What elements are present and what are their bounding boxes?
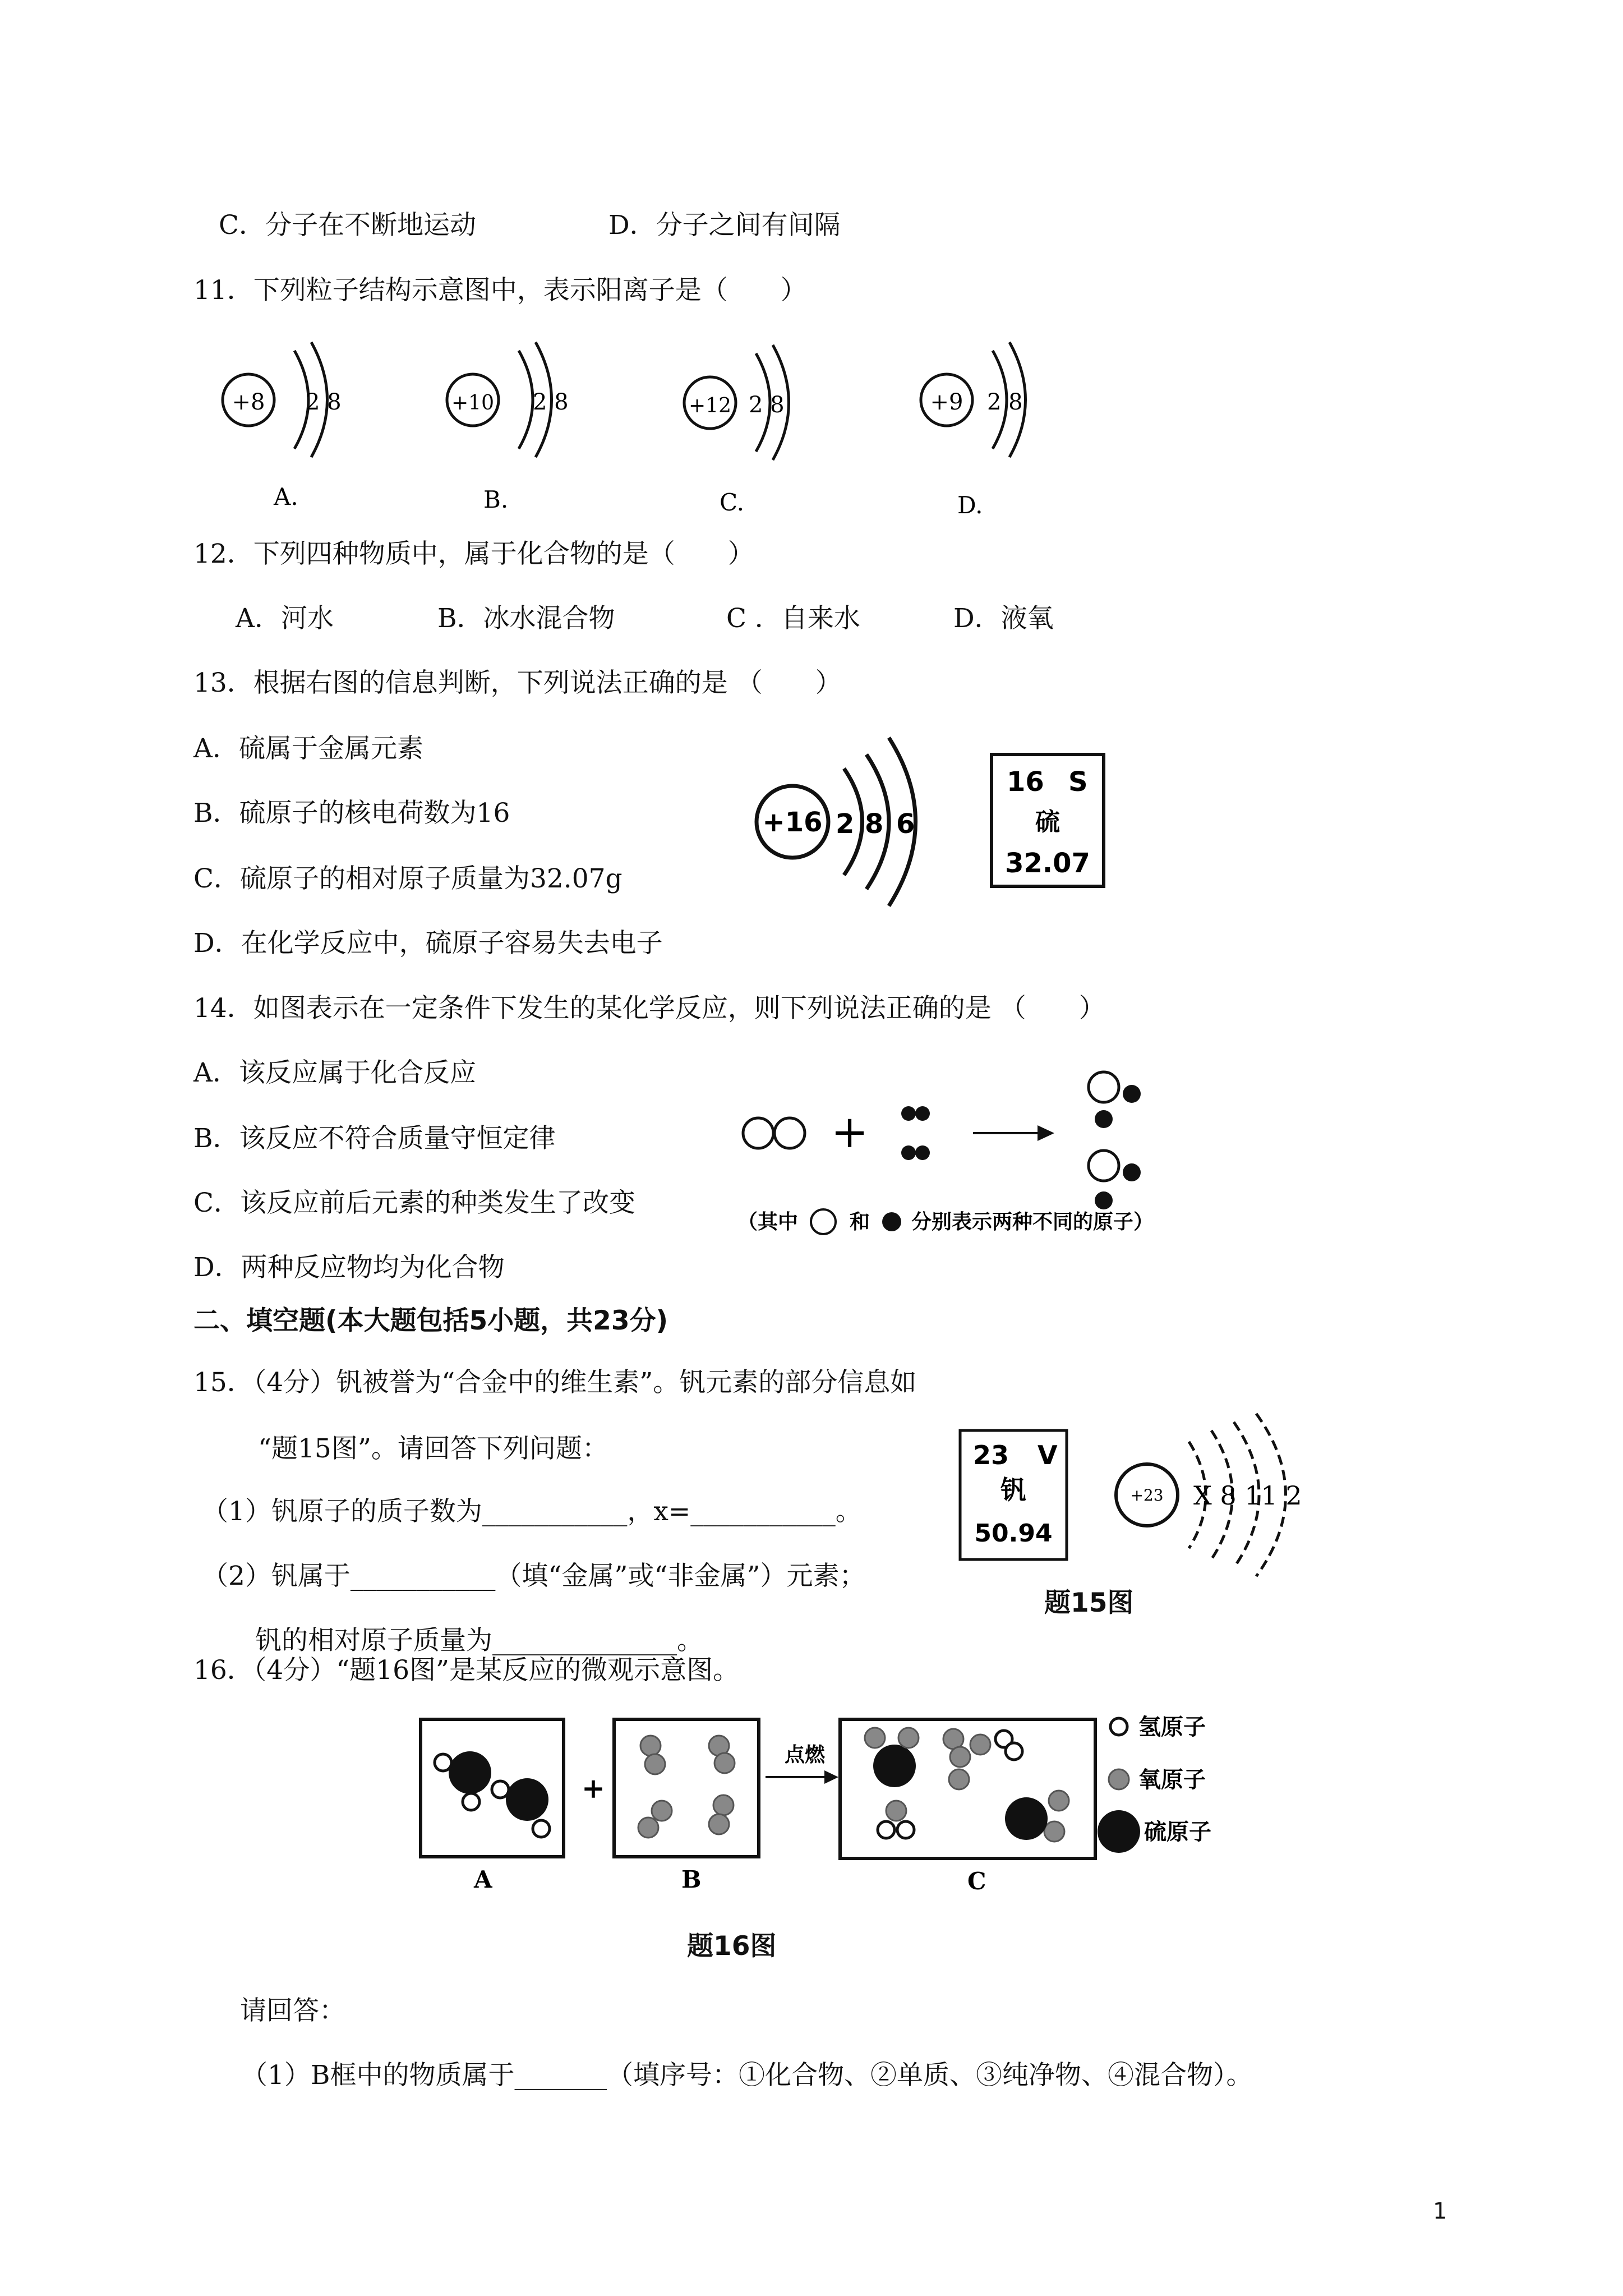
- q12-option-d: D．液氧: [953, 603, 1054, 634]
- page-number: 1: [1433, 2198, 1447, 2224]
- box-b-label: B: [681, 1866, 702, 1893]
- q15-line5: 钒的相对原子质量为______________。: [255, 1625, 703, 1656]
- q12-option-c: C ．自来水: [726, 603, 860, 634]
- svg-text:+8: +8: [232, 389, 265, 415]
- plus-sign: +: [831, 1106, 869, 1158]
- ignite-label: 点燃: [784, 1743, 826, 1766]
- q15-line1: 15．（4分）钒被誉为“合金中的维生素”。钒元素的部分信息如: [193, 1367, 917, 1398]
- q12-stem: 12．下列四种物质中，属于化合物的是（ ）: [193, 539, 754, 569]
- svg-text:+10: +10: [451, 392, 494, 415]
- svg-text:2 8: 2 8: [533, 389, 569, 415]
- box-c-label: C: [967, 1867, 986, 1895]
- svg-text:（其中: （其中: [737, 1211, 799, 1234]
- svg-text:+23: +23: [1130, 1486, 1164, 1504]
- option-label-c: C.: [720, 489, 744, 516]
- q15-line3: （1）钒原子的质子数为___________，x=___________。: [202, 1496, 862, 1527]
- q15-line4: （2）钒属于___________（填“金属”或“非金属”）元素；: [202, 1561, 866, 1591]
- box-a-label: A: [474, 1866, 492, 1893]
- svg-text:硫: 硫: [1035, 808, 1060, 836]
- q12-option-a: A．河水: [236, 603, 334, 634]
- legend-sulfur: 硫原子: [1144, 1819, 1211, 1845]
- q12-option-b: B．冰水混合物: [437, 603, 615, 634]
- svg-text:32.07: 32.07: [1005, 848, 1090, 879]
- q16-stem: 16．（4分）“题16图”是某反应的微观示意图。: [193, 1655, 740, 1686]
- svg-text:和: 和: [850, 1211, 870, 1234]
- q14-option-b: B．该反应不符合质量守恒定律: [193, 1123, 556, 1154]
- q14-option-c: C．该反应前后元素的种类发生了改变: [193, 1188, 635, 1218]
- fig16-caption: 题16图: [687, 1931, 777, 1962]
- q13-option-a: A．硫属于金属元素: [193, 733, 423, 764]
- legend-oxygen: 氧原子: [1138, 1766, 1206, 1793]
- section-heading: 二、填空题(本大题包括5小题，共23分): [193, 1305, 668, 1336]
- option-label-a: A.: [274, 483, 298, 510]
- q14-option-a: A．该反应属于化合反应: [193, 1057, 476, 1088]
- q16-answer-intro: 请回答：: [240, 1995, 345, 2026]
- legend-hydrogen: 氢原子: [1138, 1714, 1206, 1740]
- q10-option-c: C．分子在不断地运动: [219, 210, 476, 241]
- svg-text:6: 6: [896, 808, 915, 840]
- option-label-d: D.: [957, 491, 983, 519]
- svg-text:50.94: 50.94: [974, 1519, 1053, 1548]
- q13-stem: 13．根据右图的信息判断，下列说法正确的是 （ ）: [193, 668, 842, 698]
- q14-option-d: D．两种反应物均为化合物: [193, 1252, 505, 1283]
- q13-option-c: C．硫原子的相对原子质量为32.07g: [193, 863, 623, 894]
- q13-option-b: B．硫原子的核电荷数为16: [193, 798, 510, 829]
- svg-text:2 8: 2 8: [987, 389, 1023, 415]
- svg-text:+16: +16: [762, 807, 823, 838]
- svg-text:钒: 钒: [1000, 1475, 1026, 1505]
- q15-line2: “题15图”。请回答下列问题：: [258, 1433, 608, 1464]
- svg-text:2 8: 2 8: [749, 392, 785, 418]
- svg-text:23: 23: [973, 1440, 1009, 1470]
- q13-option-d: D．在化学反应中，硫原子容易失去电子: [193, 928, 663, 959]
- svg-text:8: 8: [865, 808, 884, 840]
- option-label-b: B.: [483, 486, 509, 513]
- svg-text:分别表示两种不同的原子）: 分别表示两种不同的原子）: [911, 1211, 1154, 1234]
- svg-text:V: V: [1038, 1440, 1058, 1470]
- svg-text:S: S: [1068, 766, 1088, 798]
- q11-stem: 11．下列粒子结构示意图中，表示阳离子是（ ）: [193, 275, 807, 306]
- fig15-caption: 题15图: [1044, 1588, 1134, 1618]
- svg-text:+9: +9: [930, 389, 963, 415]
- svg-text:16: 16: [1007, 766, 1044, 798]
- q16-sub1: （1）B框中的物质属于_______（填序号：①化合物、②单质、③纯净物、④混合物）。: [241, 2060, 1253, 2091]
- svg-text:2 8: 2 8: [306, 389, 342, 415]
- svg-text:2: 2: [836, 808, 855, 840]
- q14-stem: 14．如图表示在一定条件下发生的某化学反应，则下列说法正确的是 （ ）: [193, 993, 1105, 1024]
- svg-text:+12: +12: [689, 394, 731, 417]
- plus-sign-16: +: [582, 1772, 605, 1805]
- svg-text:X 8 11 2: X 8 11 2: [1193, 1480, 1302, 1511]
- q10-option-d: D．分子之间有间隔: [608, 210, 841, 241]
